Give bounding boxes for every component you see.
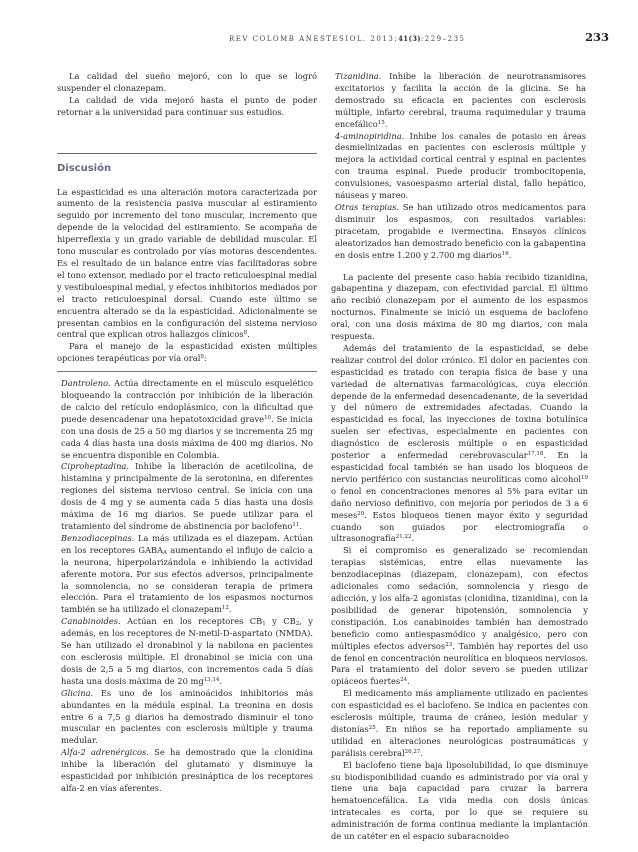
subscript: 2 — [295, 621, 300, 628]
drug-text: aumentando el influjo de calcio a la neurona, hiperpolarizándola e inhibiendo la actividad aferente motora. Por sus efectos adversos, principalmente la somnolencia, no se consideran terapia de primera elección. Para el tratamiento de los espasmos nocturnos también se ha utilizado el clonazepam — [61, 544, 313, 615]
drug-canabinoides — [61, 616, 313, 687]
drug-text: , y además, en los receptores de N-metil-D-aspartato (NMDA). Se han utilizado el dronabinol y la nabilona en pacientes con esclerosis múltiple. El dronabinol se inicia con una dosis de 2,5 a 5 mg diarios, con incrementos cada 5 días hasta una dosis máxima de 20 mg — [61, 616, 313, 686]
drug-name: Otras terapias. — [335, 201, 400, 212]
drug-ciproheptadina — [61, 461, 313, 532]
right-body-text — [331, 272, 588, 844]
journal-year: 2013; — [370, 35, 399, 43]
drug-text: . — [219, 675, 223, 686]
drug-text: . — [384, 118, 388, 129]
drug-text: Actúan en los receptores CB — [120, 616, 263, 627]
citation: 21,22 — [395, 534, 412, 541]
citation: 16 — [501, 250, 509, 257]
drug-name: Dantroleno. — [61, 378, 111, 389]
body-text: . En la espasticidad focal también se han usado los bloqueos de nervio periférico con sustancias neurolíticas como alcohol — [331, 450, 588, 484]
citation: 17,18 — [527, 451, 544, 458]
drug-text: Es uno de los aminoácidos inhibitorios más abundantes en la médula espinal. La treonina en dosis entre 6 a 7,5 g diarios ha demostrado disminuir el tono muscular en pacientes con esclerosis múltiple y trauma medular. — [61, 687, 313, 746]
drug-text: Actúa directamente en el músculo esquelético bloqueando la contracción por inhibición de la liberación de calcio del retículo endoplásmico, con la dificultad que puede desencadenar una hepatotoxicidad grave — [61, 378, 313, 424]
body-text: . — [407, 676, 410, 687]
citation: 9 — [200, 354, 204, 361]
citation: 20 — [357, 510, 365, 517]
body-paragraph-1: La paciente del presente caso había recibido tizanidina, gabapentina y diazepam, con efectividad parcial. El último año recibió clonazepam por el aumento de los espasmos nocturnos. Finalmente se inició un esquema de baclofeno oral, con una dosis máxima de 80 mg diarios, con mala respuesta. — [331, 271, 588, 342]
drug-text: Inhibe la liberación de acetilcolina, de histamina y principalmente de la serotonina, en diferentes regiones del sistema nervioso central. Se inicia con una dosis de 4 mg y se aumenta cada 5 días hasta una dosis máxima de 16 mg diarios. Se puede utilizar para el tratamiento del síndrome de abstinencia por baclofeno — [61, 461, 313, 531]
body-text: . — [411, 533, 415, 544]
citation: 19 — [581, 474, 588, 481]
discussion-p2-text: Para el manejo de la espasticidad existen múltiples opciones terapéuticas por vía oral — [57, 341, 317, 364]
body-text: Si el compromiso es generalizado se recomiendan terapias sistémicas, entre ellas nuevamente las benzodiacepinas (diazepam, clonazepam), con efectos adicionales como sedación, somnolencia y riesgo de adicción, y los alfa-2 agonistas (clonidina, tizanidina), con la posibilidad de generar hipotensión, somnolencia y constipación. Los canabinoides también han demostrado beneficio como antiespasmódico y analgésico, pero con múltiples efectos adversos — [331, 545, 588, 651]
drug-tizanidina — [335, 71, 586, 131]
body-text: . — [420, 747, 423, 758]
citation: 12 — [221, 605, 229, 612]
citation: 15 — [377, 119, 385, 126]
citation: 25 — [368, 724, 376, 731]
body-text: Además del tratamiento de la espasticidad, se debe realizar control del dolor crónico. El dolor en pacientes con espasticidad es tratado con terapia física de base y una variedad de alternativas farmacológicas, cuya elección depende de la enfermedad desencadenante, de la severidad y del número de extremidades afectadas. Cuando la espasticidad es focal, las inyecciones de toxina botulínica suelen ser efectivas, especialmente en pacientes con diagnóstico de esclerosis múltiple o en espasticidad posterior a enfermedad cerebrovascular — [331, 342, 588, 461]
drug-text: y CB — [265, 616, 296, 627]
drug-dantroleno — [61, 378, 313, 461]
drug-text: . — [228, 604, 232, 615]
journal-volume: 41(3) — [398, 34, 421, 43]
drug-name: Alfa-2 adrenérgicos. — [61, 747, 149, 758]
citation: 13,14 — [203, 676, 220, 683]
drug-text: La más utilizada es el diazepam. Actúan en los receptores GABA — [61, 532, 313, 555]
discussion-p2-end: : — [203, 353, 207, 364]
drug-list-box-continued — [331, 71, 588, 262]
section-title-discussion: Discusión — [57, 153, 317, 175]
discussion-paragraph-2 — [57, 341, 317, 365]
page-number: 233 — [584, 30, 609, 44]
drug-text: Inhibe los canales de potasio en áreas desmielinizadas en pacientes con esclerosis múltiple y mejora la actividad cortical central y espinal en pacientes con trauma espinal. Puede producir trombocitopenia, convulsiones, vasoespasmo arterial distal, fallo hepático, náuseas y mareo. — [335, 130, 586, 201]
body-paragraph-2 — [331, 343, 588, 545]
drug-text: Se han utilizado otros medicamentos para disminuir los espasmos, con resultados variables: piracetam, progabide e ivermectina. Ensayos clínicos aleatorizados han demostrado beneficio con la gabapentina en dosis entre 1.200 y 2.700 mg diarios — [335, 201, 586, 260]
drug-glicina — [61, 688, 313, 748]
drug-text: . — [299, 521, 302, 531]
body-text: . Estos bloqueos tienen mayor éxito y seguridad cuando son guiados por electromiografía o ultrasonografía — [331, 509, 588, 544]
body-paragraph-3 — [331, 545, 588, 688]
right-column — [331, 71, 588, 843]
drug-list-box — [57, 371, 317, 795]
drug-benzodiacepinas — [61, 533, 313, 616]
drug-text: Inhibe la liberación de neurotransmisores excitatorios y facilita la acción de la glicina. Se ha demostrado su eficacia en pacientes con esclerosis múltiple, infarto cerebral, trauma raquimedular y trauma encefálico — [335, 71, 586, 129]
drug-name: 4-aminopiridina. — [335, 130, 405, 141]
subscript: A — [163, 549, 168, 556]
drug-name: Benzodiacepinas. — [61, 532, 135, 543]
drug-otras — [335, 202, 586, 262]
drug-aminopiridina — [335, 131, 586, 202]
drug-name: Tizanidina. — [335, 71, 382, 81]
citation: 23 — [445, 641, 453, 648]
intro-paragraph-1: La calidad del sueño mejoró, con lo que se logró suspender el clonazepam. — [57, 71, 317, 93]
drug-name: Glicina. — [61, 687, 94, 698]
drug-text: . Se inicia con una dosis de 25 a 50 mg diarios y se incrementa 25 mg cada 4 días hasta una dosis máxima de 400 mg diarios. No se encuentra disponible en Colombia. — [61, 413, 314, 460]
journal-pages: :229–235 — [420, 35, 466, 43]
body-text: . También hay reportes del uso de fenol en concentración neurolítica en bloqueos nerviosos. Para el tratamiento del dolor severo se pueden utilizar opiáceos fuertes — [331, 640, 588, 687]
drug-alfa2 — [61, 747, 313, 795]
citation: 8 — [243, 330, 248, 337]
body-paragraph-5: El baclofeno tiene baja liposolubilidad, lo que disminuye su biodisponibilidad cuando es administrado por vía oral y tiene una baja capacidad para cruzar la barrera hematoencefálica. La vida media con dosis únicas intratecales es corta, por lo que se requiere su administración de forma continua mediante la implantación de un catéter en el espacio subaracnoideo — [331, 759, 588, 842]
left-column — [57, 71, 317, 795]
citation: 26,27 — [404, 748, 421, 755]
drug-text: Se ha demostrado que la clonidina inhibe la liberación del glutamato y disminuye la espasticidad por inhibición presináptica de los receptores alfa-2 en vías aferentes. — [61, 747, 313, 793]
drug-name: Ciproheptadina. — [61, 461, 130, 472]
running-header — [229, 34, 549, 43]
citation: 24 — [400, 677, 408, 684]
journal-name: REV COLOMB ANESTESIOL. — [229, 35, 367, 43]
body-text: El medicamento más ampliamente utilizado en pacientes con espasticidad es el baclofeno. Se indica en pacientes con esclerosis múltiple, trauma de cráneo, lesión medular y distonías — [331, 688, 588, 734]
discussion-paragraph-1: La espasticidad es una alteración motora caracterizada por aumento de la resistencia pasiva muscular al estiramiento seguido por incremento del tono muscular, incremento que depende de la velocidad del estiramiento. Se acompaña de hiperreflexia y un grado variable de debilidad muscular. El tono muscular es controlado por vías motoras descendentes. Es el resultado de un balance entre vías facilitadoras sobre el tono extensor, mediado por el tracto reticuloespinal medial y vestibuloespinal medial, y efectos inhibitorios mediados por el tracto reticuloespinal dorsal. Cuando este último se encuentra alterado se da la espasticidad. Adicionalmente se presentan cambios en la configuración del sistema nervioso central que explican otros hallazgos clínicos$^8$. — [57, 186, 317, 340]
intro-paragraph-2: La calidad de vida mejoró hasta el punto de poder retornar a la universidad para continuar sus estudios. — [57, 94, 317, 117]
body-text: o fenol en concentraciones menores al 5% para evitar un daño nervioso definitivo, con mejoría por periodos de 3 a 6 meses — [331, 485, 588, 520]
discussion-p1-text: La espasticidad es una alteración motora caracterizada por aumento de la resistencia pasiva muscular al estiramiento seguido por incremento del tono muscular, incremento que depende de la velocidad del estiramiento. Se acompaña de hiperreflexia y un grado variable de debilidad muscular. El tono muscular es controlado por vías motoras descendentes. Es el resultado de un balance entre vías facilitadoras sobre el tono extensor, mediado por el tracto reticuloespinal medial y vestibuloespinal medial, y efectos inhibitorios mediados por el tracto reticuloespinal dorsal. Cuando este último se encuentra alterado se da la espasticidad. Adicionalmente se presentan cambios en la configuración del sistema nervioso central que explican otros hallazgos clínicos — [57, 186, 317, 340]
drug-text: . — [508, 249, 512, 260]
citation: 10 — [264, 414, 272, 421]
subscript: 1 — [262, 621, 266, 628]
citation: 11 — [292, 522, 300, 528]
body-paragraph-4 — [331, 688, 588, 759]
drug-name: Canabinoides. — [61, 616, 121, 627]
body-text: . En niños se ha reportado ampliamente su utilidad en alteraciones neurológicas postraumáticas y parálisis cerebral — [331, 723, 588, 758]
